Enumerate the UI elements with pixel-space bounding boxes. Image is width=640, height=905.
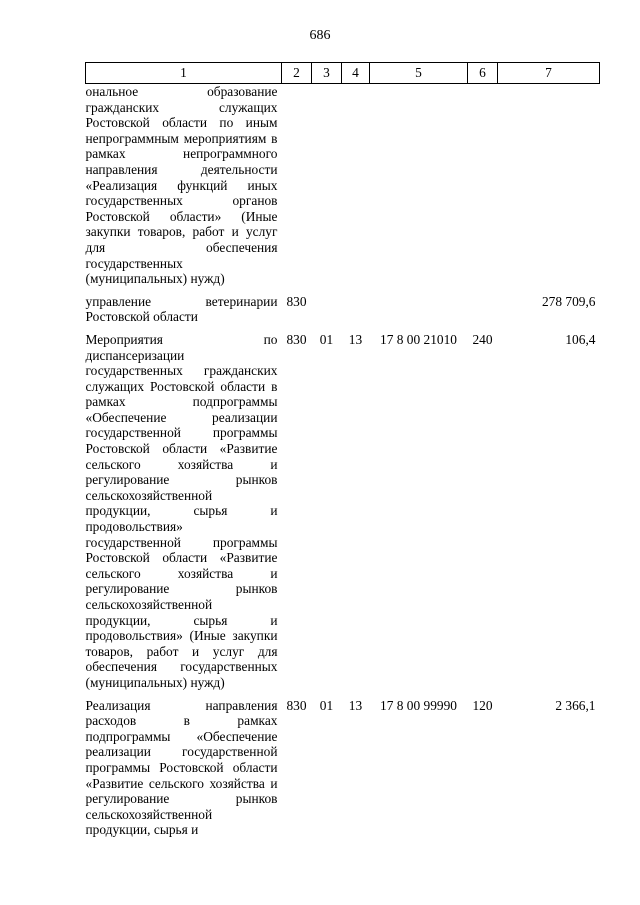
row-subsection bbox=[342, 84, 370, 287]
header-col-7: 7 bbox=[498, 63, 600, 84]
page-number: 686 bbox=[309, 28, 331, 43]
table-header bbox=[86, 63, 600, 84]
table-row bbox=[86, 84, 600, 287]
row-expense-type: 120 bbox=[472, 697, 493, 713]
header-col-2: 2 bbox=[282, 63, 312, 84]
budget-table bbox=[85, 62, 600, 838]
row-code-admin bbox=[282, 84, 312, 287]
row-section: 01 bbox=[319, 697, 334, 713]
row-subsection: 13 bbox=[348, 697, 363, 713]
row-section: 01 bbox=[319, 331, 334, 347]
row-amount bbox=[498, 84, 600, 287]
header-col-1: 1 bbox=[86, 63, 282, 84]
row-amount: 2 366,1 bbox=[555, 697, 596, 713]
header-col-6: 6 bbox=[468, 63, 498, 84]
row-section bbox=[312, 84, 342, 287]
row-code-admin: 830 bbox=[286, 331, 307, 347]
row-expense-type: 240 bbox=[472, 331, 493, 347]
row-description: управление ветеринарии Ростовской области bbox=[85, 293, 278, 325]
row-description: Мероприятия по диспансеризации государственных гражданских служащих Ростовской области в рамках подпрограммы «Обеспечение реализации государственной программы Ростовской области «Развитие сельского хозяйства и регулирование рынков сельскохозяйственной продукции, сырья и продовольствия» государственной программы Ростовской области «Развитие сельского хозяйства и регулирование рынков сельскохозяйственной продукции, сырья и продовольствия» (Иные закупки товаров, работ и услуг для обеспечения государственных (муниципальных) нужд) bbox=[85, 331, 278, 690]
row-code-admin: 830 bbox=[286, 697, 307, 713]
row-subsection bbox=[342, 287, 370, 325]
header-col-5: 5 bbox=[370, 63, 468, 84]
row-target-item: 17 8 00 21010 bbox=[380, 331, 457, 347]
row-target-item bbox=[370, 287, 468, 325]
row-section bbox=[312, 287, 342, 325]
header-col-3: 3 bbox=[312, 63, 342, 84]
row-code-admin: 830 bbox=[286, 293, 307, 309]
row-amount: 106,4 bbox=[565, 331, 596, 347]
row-description: ональное образование гражданских служащих Ростовской области по иным непрограммным мероприятиям в рамках непрограммного направления деятельности «Реализация функций иных государственных органов Ростовской области» (Иные закупки товаров, работ и услуг для обеспечения государственных (муниципальных) нужд) bbox=[85, 84, 278, 287]
row-expense-type bbox=[468, 84, 498, 287]
row-target-item bbox=[370, 84, 468, 287]
table-row bbox=[86, 691, 600, 838]
table-row bbox=[86, 287, 600, 325]
row-amount: 278 709,6 bbox=[541, 293, 596, 309]
row-description: Реализация направления расходов в рамках подпрограммы «Обеспечение реализации государственной программы Ростовской области «Развитие сельского хозяйства и регулирование рынков сельскохозяйственной продукции, сырья и bbox=[85, 697, 278, 838]
row-target-item: 17 8 00 99990 bbox=[380, 697, 457, 713]
row-expense-type bbox=[468, 287, 498, 325]
table-row bbox=[86, 325, 600, 691]
row-subsection: 13 bbox=[348, 331, 363, 347]
header-col-4: 4 bbox=[342, 63, 370, 84]
